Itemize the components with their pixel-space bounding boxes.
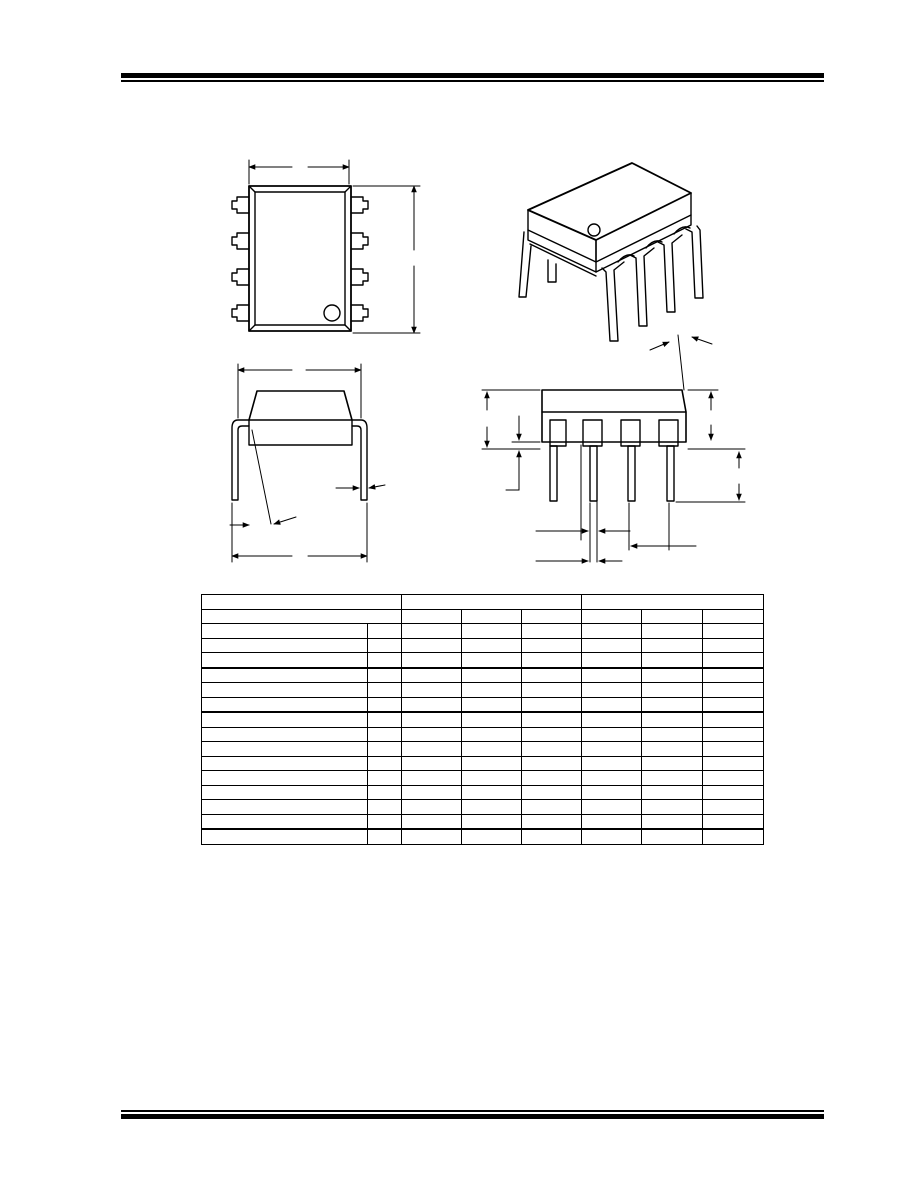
table-cell bbox=[522, 683, 582, 698]
table-cell bbox=[582, 653, 642, 668]
table-cell bbox=[462, 609, 522, 624]
table-cell bbox=[462, 653, 522, 668]
table-cell bbox=[703, 638, 764, 653]
table-cell bbox=[642, 800, 703, 815]
table-row bbox=[202, 785, 764, 800]
table-cell bbox=[202, 829, 368, 844]
table-row bbox=[202, 829, 764, 844]
table-cell bbox=[703, 771, 764, 786]
table-cell bbox=[703, 814, 764, 829]
table-cell bbox=[402, 814, 462, 829]
table-cell bbox=[582, 829, 642, 844]
table-row bbox=[202, 609, 764, 624]
table-cell bbox=[522, 814, 582, 829]
table-cell bbox=[703, 653, 764, 668]
table-cell bbox=[703, 683, 764, 698]
table-cell bbox=[642, 624, 703, 639]
table-cell bbox=[368, 756, 402, 771]
table-cell bbox=[368, 624, 402, 639]
table-cell bbox=[368, 712, 402, 727]
table-cell bbox=[703, 742, 764, 757]
table-row bbox=[202, 727, 764, 742]
table-cell bbox=[202, 609, 402, 624]
table-cell bbox=[402, 653, 462, 668]
table-cell bbox=[703, 697, 764, 712]
table-row bbox=[202, 800, 764, 815]
table-cell bbox=[703, 624, 764, 639]
table-cell bbox=[402, 800, 462, 815]
table-cell bbox=[642, 653, 703, 668]
table-cell bbox=[462, 683, 522, 698]
table-cell bbox=[462, 697, 522, 712]
table-row bbox=[202, 771, 764, 786]
table-cell bbox=[202, 697, 368, 712]
table-cell bbox=[368, 668, 402, 683]
table-cell bbox=[402, 609, 462, 624]
table-cell bbox=[462, 800, 522, 815]
table-cell bbox=[368, 771, 402, 786]
table-cell bbox=[202, 683, 368, 698]
table-cell bbox=[642, 638, 703, 653]
table-cell bbox=[368, 653, 402, 668]
table-cell bbox=[642, 771, 703, 786]
table-row bbox=[202, 697, 764, 712]
table-cell bbox=[642, 609, 703, 624]
table-cell bbox=[462, 624, 522, 639]
table-cell bbox=[202, 668, 368, 683]
table-row bbox=[202, 756, 764, 771]
table-cell bbox=[462, 785, 522, 800]
table-cell bbox=[402, 756, 462, 771]
table-cell bbox=[202, 653, 368, 668]
table-cell bbox=[462, 829, 522, 844]
table-cell bbox=[582, 668, 642, 683]
table-cell bbox=[582, 814, 642, 829]
table-cell bbox=[402, 829, 462, 844]
table-row bbox=[202, 668, 764, 683]
footer-rule-thick bbox=[121, 1114, 824, 1119]
table-cell bbox=[522, 624, 582, 639]
table-cell bbox=[462, 727, 522, 742]
table-cell bbox=[522, 653, 582, 668]
table-cell bbox=[642, 668, 703, 683]
table-cell bbox=[582, 683, 642, 698]
table-cell bbox=[368, 727, 402, 742]
top-view bbox=[232, 160, 420, 333]
table-cell bbox=[462, 814, 522, 829]
table-cell bbox=[582, 800, 642, 815]
table-cell bbox=[582, 727, 642, 742]
table-cell bbox=[402, 668, 462, 683]
table-cell bbox=[582, 697, 642, 712]
table-cell bbox=[522, 771, 582, 786]
table-cell bbox=[402, 638, 462, 653]
table-cell bbox=[703, 785, 764, 800]
table-cell bbox=[402, 785, 462, 800]
table-cell bbox=[522, 785, 582, 800]
table-cell bbox=[703, 800, 764, 815]
table-cell bbox=[582, 785, 642, 800]
table-cell bbox=[582, 624, 642, 639]
table-cell bbox=[368, 697, 402, 712]
table-cell bbox=[368, 814, 402, 829]
table-row bbox=[202, 595, 764, 610]
table-cell bbox=[582, 609, 642, 624]
table-cell bbox=[202, 638, 368, 653]
table-cell bbox=[368, 800, 402, 815]
table-cell bbox=[522, 727, 582, 742]
table-cell bbox=[522, 829, 582, 844]
table-cell bbox=[522, 712, 582, 727]
table-cell bbox=[462, 638, 522, 653]
table-cell bbox=[642, 712, 703, 727]
table-cell bbox=[202, 595, 402, 610]
table-cell bbox=[402, 771, 462, 786]
table-cell bbox=[402, 742, 462, 757]
table-cell bbox=[402, 712, 462, 727]
table-cell bbox=[402, 683, 462, 698]
table-cell bbox=[703, 668, 764, 683]
table-cell bbox=[368, 638, 402, 653]
table-cell bbox=[522, 697, 582, 712]
table-cell bbox=[202, 800, 368, 815]
table-cell bbox=[202, 814, 368, 829]
table-cell bbox=[402, 595, 582, 610]
table-cell bbox=[462, 712, 522, 727]
table-row bbox=[202, 742, 764, 757]
pin1-dot-icon bbox=[588, 224, 600, 236]
table-cell bbox=[368, 683, 402, 698]
table-cell bbox=[368, 742, 402, 757]
table-row bbox=[202, 712, 764, 727]
table-cell bbox=[202, 771, 368, 786]
table-cell bbox=[522, 756, 582, 771]
table-cell bbox=[402, 624, 462, 639]
table-cell bbox=[642, 727, 703, 742]
table-cell bbox=[202, 727, 368, 742]
table-cell bbox=[582, 742, 642, 757]
table-cell bbox=[703, 829, 764, 844]
table-cell bbox=[582, 756, 642, 771]
side-view bbox=[482, 335, 745, 562]
footer-rule-thin bbox=[121, 1110, 824, 1112]
table-row bbox=[202, 624, 764, 639]
end-view bbox=[230, 364, 385, 562]
table-row bbox=[202, 653, 764, 668]
table-row bbox=[202, 814, 764, 829]
table-cell bbox=[582, 595, 764, 610]
table-cell bbox=[462, 756, 522, 771]
table-cell bbox=[368, 785, 402, 800]
table-cell bbox=[402, 727, 462, 742]
table-cell bbox=[703, 609, 764, 624]
table-row bbox=[202, 683, 764, 698]
table-cell bbox=[202, 712, 368, 727]
table-cell bbox=[703, 756, 764, 771]
table-cell bbox=[582, 771, 642, 786]
table-cell bbox=[582, 638, 642, 653]
table-cell bbox=[642, 697, 703, 712]
table-cell bbox=[582, 712, 642, 727]
table-cell bbox=[462, 668, 522, 683]
table-cell bbox=[462, 771, 522, 786]
table-cell bbox=[402, 697, 462, 712]
table-cell bbox=[642, 785, 703, 800]
isometric-view bbox=[519, 163, 703, 341]
table-cell bbox=[522, 638, 582, 653]
table-cell bbox=[522, 742, 582, 757]
table-cell bbox=[642, 829, 703, 844]
table-cell bbox=[202, 785, 368, 800]
dimension-table bbox=[201, 594, 764, 845]
table-row bbox=[202, 638, 764, 653]
table-cell bbox=[642, 683, 703, 698]
table-cell bbox=[642, 742, 703, 757]
table-cell bbox=[202, 742, 368, 757]
table-cell bbox=[202, 756, 368, 771]
table-cell bbox=[522, 800, 582, 815]
table-cell bbox=[703, 727, 764, 742]
table-cell bbox=[642, 814, 703, 829]
table-cell bbox=[202, 624, 368, 639]
table-cell bbox=[522, 609, 582, 624]
pin1-marker-icon bbox=[324, 305, 340, 321]
table-cell bbox=[703, 712, 764, 727]
table-cell bbox=[642, 756, 703, 771]
table-cell bbox=[368, 829, 402, 844]
table-cell bbox=[462, 742, 522, 757]
table-cell bbox=[522, 668, 582, 683]
